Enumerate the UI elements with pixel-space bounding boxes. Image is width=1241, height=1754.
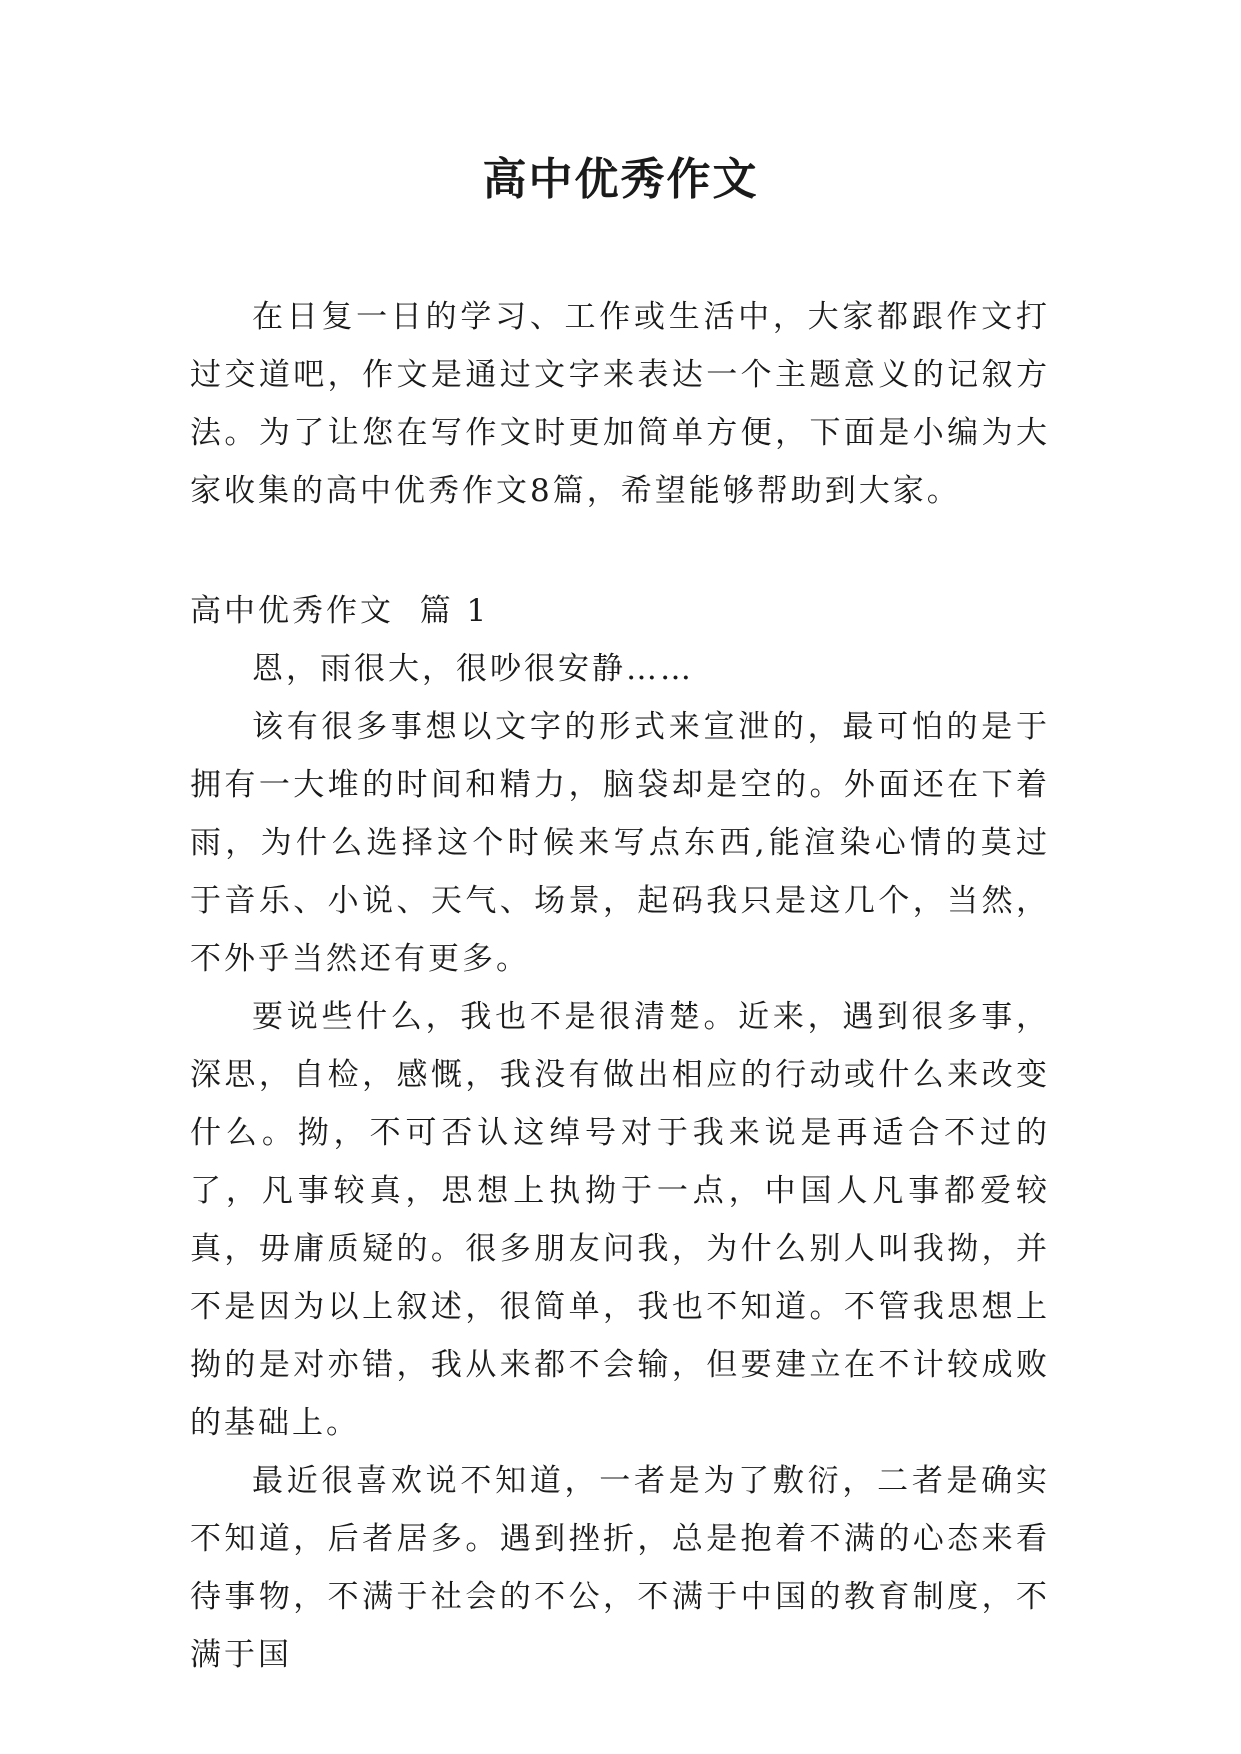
document-body — [190, 288, 1050, 1684]
intro-paragraph: 在日复一日的学习、工作或生活中，大家都跟作文打过交道吧，作文是通过文字来表达一个主题意义的记叙方法。为了让您在写作文时更加简单方便，下面是小编为大家收集的高中优秀作文8篇，希望能够帮助到大家。 — [190, 299, 1050, 509]
section-heading: 高中优秀作文 篇 1 — [190, 593, 490, 629]
body-paragraph-2: 该有很多事想以文字的形式来宣泄的，最可怕的是于拥有一大堆的时间和精力，脑袋却是空的。外面还在下着雨，为什么选择这个时候来写点东西,能渲染心情的莫过于音乐、小说、天气、场景，起码我只是这几个，当然，不外乎当然还有更多。 — [190, 709, 1050, 977]
body-paragraph-4: 最近很喜欢说不知道，一者是为了敷衍，二者是确实不知道，后者居多。遇到挫折，总是抱着不满的心态来看待事物，不满于社会的不公，不满于中国的教育制度，不满于国 — [190, 1463, 1050, 1673]
body-paragraph-3: 要说些什么，我也不是很清楚。近来，遇到很多事，深思，自检，感慨，我没有做出相应的行动或什么来改变什么。拗，不可否认这绰号对于我来说是再适合不过的了，凡事较真，思想上执拗于一点，中国人凡事都爱较真，毋庸质疑的。很多朋友问我，为什么别人叫我拗，并不是因为以上叙述，很简单，我也不知道。不管我思想上拗的是对亦错，我从来都不会输，但要建立在不计较成败的基础上。 — [190, 999, 1050, 1441]
body-paragraph-1: 恩，雨很大，很吵很安静…… — [252, 651, 694, 687]
document-title: 高中优秀作文 — [482, 154, 759, 205]
